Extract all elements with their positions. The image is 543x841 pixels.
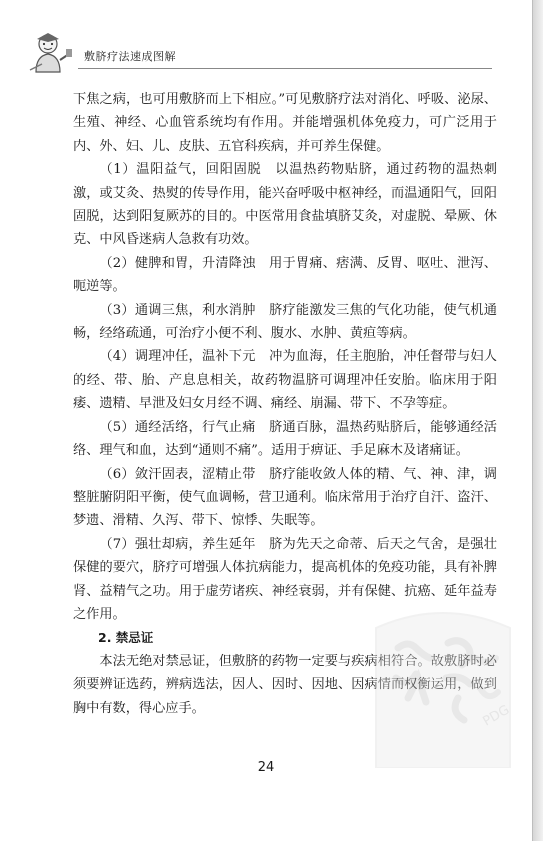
intro-paragraph: 下焦之病，也可用敷脐而上下相应。”可见敷脐疗法对消化、呼吸、泌尿、生殖、神经、心血管系统均有作用。并能增强机体免疫力，可广泛用于内、外、妇、儿、皮肤、五官科疾病，并可养生保健。 (73, 92, 497, 154)
doctor-mascot-icon (22, 30, 74, 74)
list-item: （1）温阳益气，回阳固脱 以温热药物贴脐，通过药物的温热刺激，或艾灸、热熨的传导作用，能兴奋呼吸中枢神经，而温通阳气，回阳固脱，达到阳复厥苏的目的。中医常用食盐填脐艾灸，对虚脱、晕厥、休克、中风昏迷病人急救有功效。 (73, 162, 497, 248)
page-number: 24 (257, 760, 275, 775)
running-header (22, 30, 492, 70)
list-item: （4）调理冲任，温补下元 冲为血海，任主胞胎，冲任督带与妇人的经、带、胎、产息息相关，故药物温脐可调理冲任安胎。临床用于阳痿、遗精、早泄及妇女月经不调、痛经、崩漏、带下、不孕等症。 (73, 349, 497, 412)
page-edge (533, 0, 543, 841)
list-item: （6）敛汗固表，涩精止带 脐疗能收敛人体的精、气、神、津，调整脏腑阴阳平衡，使气血调畅，营卫通利。临床常用于治疗自汗、盗汗、梦遗、滑精、久泻、带下、惊悸、失眠等。 (73, 466, 497, 529)
watermark-label: PDG (480, 702, 513, 730)
watermark-seal-icon (368, 598, 518, 768)
list-item: （7）强壮却病，养生延年 脐为先天之命蒂、后天之气舍，是强壮保健的要穴，脐疗可增强人体抗病能力，提高机体的免疫功能，具有补脾肾、益精气之功。用于虚劳诸疾、神经衰弱，并有保健、抗癌、延年益寿之作用。 (73, 536, 497, 622)
list-item: （5）通经活络，行气止痛 脐通百脉，温热药贴脐后，能够通经活络、理气和血，达到“通则不痛”。适用于痹证、手足麻木及诸痛证。 (73, 419, 497, 459)
section-heading: 2. 禁忌证 (98, 630, 154, 646)
section-paragraph: 本法无绝对禁忌证，但敷脐的药物一定要与疾病相符合。故敷脐时必须要辨证选药，辨病选法，因人、因时、因地、因病情而权衡运用，做到胸中有数，得心应手。 (73, 653, 497, 716)
header-rule (78, 68, 492, 69)
list-item: （2）健脾和胃，升清降浊 用于胃痛、痞满、反胃、呕吐、泄泻、呃逆等。 (73, 255, 497, 295)
header-title: 敷脐疗法速成图解 (84, 50, 176, 63)
list-item: （3）通调三焦，利水消肿 脐疗能激发三焦的气化功能，使气机通畅，经络疏通，可治疗小便不利、腹水、水肿、黄疸等病。 (73, 302, 497, 342)
